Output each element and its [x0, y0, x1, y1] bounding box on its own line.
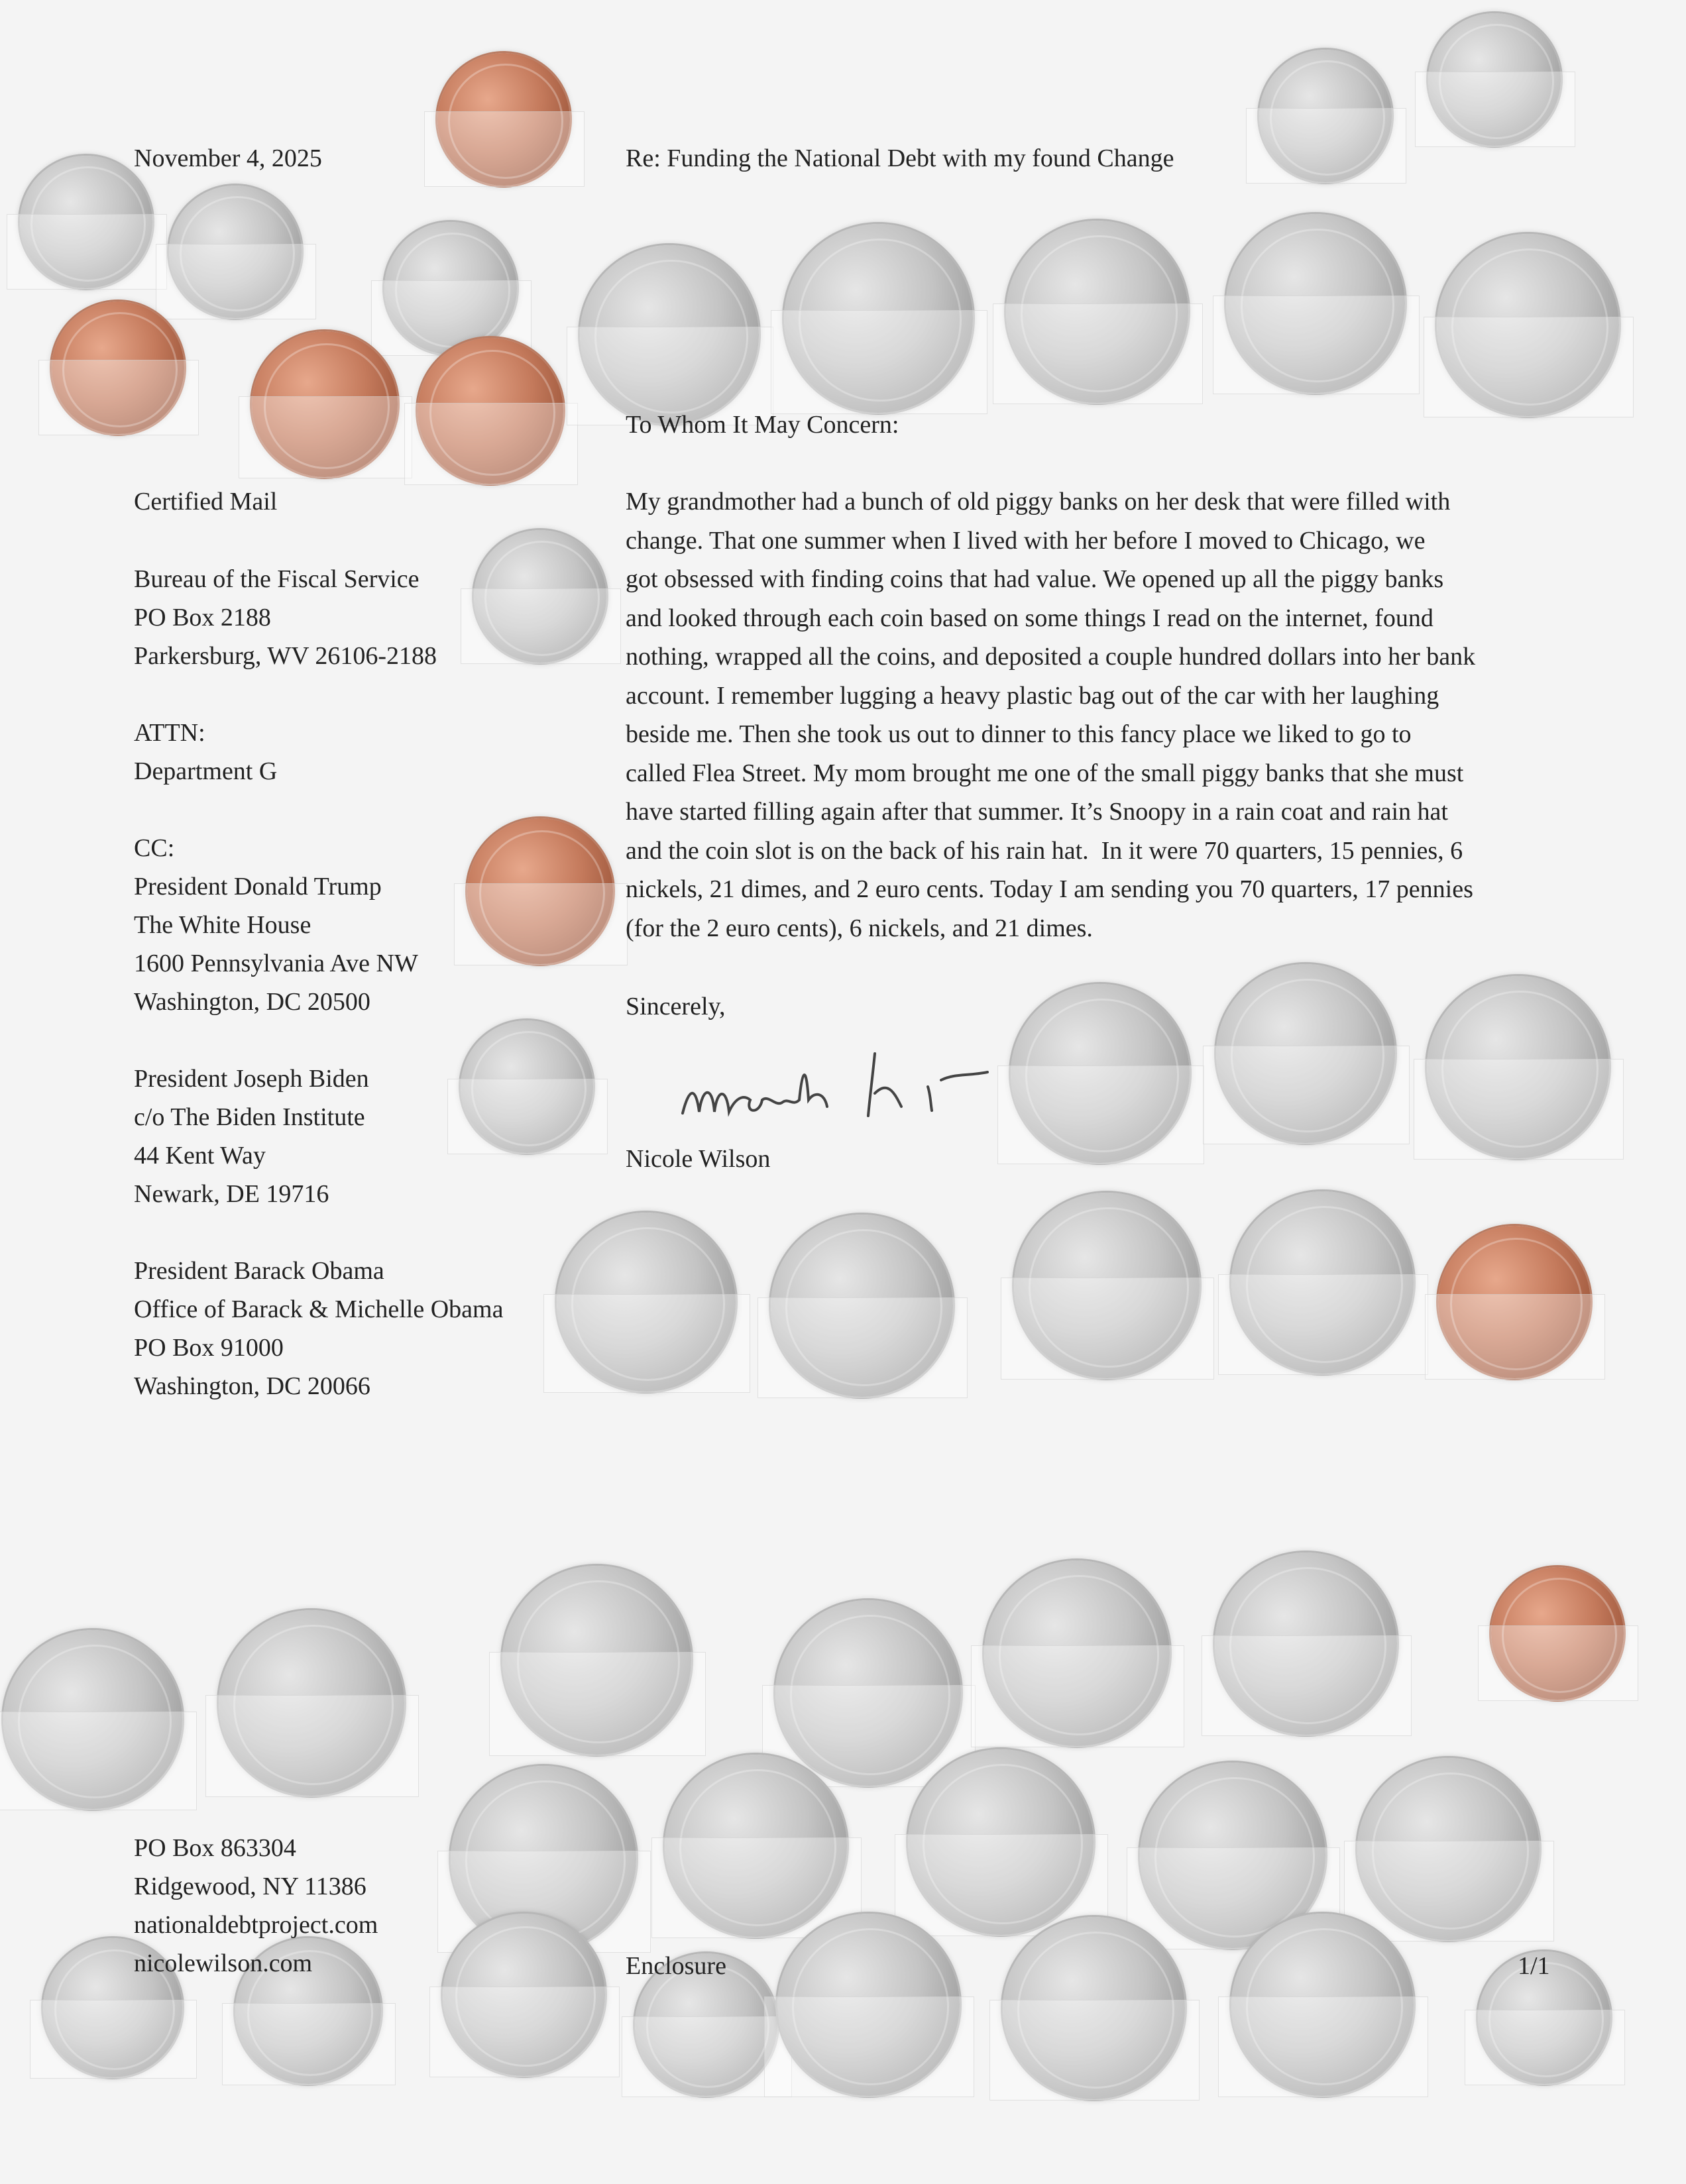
tape-strip [7, 214, 167, 290]
tape-strip [971, 1645, 1184, 1747]
tape-strip [30, 2000, 197, 2079]
tape-strip [0, 1712, 197, 1810]
tape-strip [222, 2003, 396, 2085]
cc-line: 44 Kent Way [134, 1142, 266, 1170]
body-line: and looked through each coin based on some things I read on the internet, found [626, 604, 1433, 632]
page-number: 1/1 [1518, 1952, 1550, 1980]
cc-line: Washington, DC 20066 [134, 1372, 370, 1400]
tape-strip [205, 1695, 419, 1797]
tape-strip [424, 111, 585, 187]
tape-strip [404, 403, 578, 485]
tape-strip [156, 244, 316, 319]
cc-label: CC: [134, 834, 175, 862]
body-line: called Flea Street. My mom brought me one of the small piggy banks that she must [626, 759, 1464, 787]
salutation: To Whom It May Concern: [626, 411, 899, 439]
body-line: and the coin slot is on the back of his rain hat. In it were 70 quarters, 15 pennies, 6 [626, 836, 1463, 865]
sender-line: PO Box 863304 [134, 1834, 296, 1862]
recipient-line: Parkersburg, WV 26106-2188 [134, 642, 437, 670]
cc-line: President Joseph Biden [134, 1065, 369, 1093]
body-line: account. I remember lugging a heavy plastic bag out of the car with her laughing [626, 681, 1439, 710]
cc-line: President Barack Obama [134, 1257, 384, 1285]
handwritten-signature [676, 1034, 994, 1140]
tape-strip [239, 396, 412, 478]
tape-strip [1425, 1294, 1605, 1380]
attn-label: ATTN: [134, 719, 205, 747]
body-line: have started filling again after that summer. It’s Snoopy in a rain coat and rain hat [626, 798, 1448, 826]
cc-line: c/o The Biden Institute [134, 1103, 365, 1131]
signature-name: Nicole Wilson [626, 1145, 771, 1173]
tape-strip [1001, 1278, 1214, 1380]
cc-line: Office of Barack & Michelle Obama [134, 1295, 504, 1323]
tape-strip [1415, 72, 1575, 147]
tape-strip [1203, 1046, 1410, 1144]
recipient-line: PO Box 2188 [134, 604, 271, 631]
tape-strip [1246, 108, 1406, 184]
body-line: change. That one summer when I lived with her before I moved to Chicago, we [626, 526, 1426, 555]
body-line: nothing, wrapped all the coins, and deposited a couple hundred dollars into her bank [626, 643, 1476, 671]
cc-line: Washington, DC 20500 [134, 988, 370, 1016]
body-line: nickels, 21 dimes, and 2 euro cents. Today I am sending you 70 quarters, 17 pennies [626, 875, 1473, 903]
body-line: My grandmother had a bunch of old piggy banks on her desk that were filled with [626, 488, 1451, 516]
tape-strip [771, 310, 987, 414]
tape-strip [429, 1987, 620, 2077]
tape-strip [489, 1652, 706, 1756]
tape-strip [989, 2000, 1200, 2101]
letter-subject: Re: Funding the National Debt with my found Change [626, 144, 1174, 172]
cc-line: PO Box 91000 [134, 1334, 284, 1362]
tape-strip [461, 588, 621, 664]
letter-date: November 4, 2025 [134, 144, 322, 172]
cc-line: Newark, DE 19716 [134, 1180, 329, 1208]
tape-strip [993, 303, 1203, 404]
tape-strip [1202, 1635, 1412, 1736]
tape-strip [543, 1294, 750, 1393]
tape-strip [38, 360, 199, 435]
tape-strip [1478, 1625, 1638, 1701]
cc-line: President Donald Trump [134, 873, 382, 901]
recipient-line: Bureau of the Fiscal Service [134, 565, 420, 593]
sender-line: Ridgewood, NY 11386 [134, 1873, 366, 1900]
tape-strip [997, 1065, 1204, 1164]
tape-strip [1344, 1841, 1554, 1941]
cc-line: The White House [134, 911, 311, 939]
mail-type: Certified Mail [134, 488, 278, 516]
tape-strip [1465, 2010, 1625, 2085]
sender-line: nationaldebtproject.com [134, 1911, 378, 1939]
tape-strip [454, 883, 628, 965]
sender-line: nicolewilson.com [134, 1949, 313, 1977]
closing: Sincerely, [626, 993, 726, 1020]
tape-strip [1218, 1996, 1428, 2097]
tape-strip [764, 1996, 974, 2097]
enclosure-label: Enclosure [626, 1952, 726, 1980]
body-line: got obsessed with finding coins that had value. We opened up all the piggy banks [626, 565, 1444, 593]
tape-strip [1424, 317, 1634, 417]
body-line: beside me. Then she took us out to dinner to this fancy place we liked to go to [626, 720, 1412, 748]
body-line: (for the 2 euro cents), 6 nickels, and 21 dimes. [626, 914, 1093, 942]
letter-body [626, 482, 1567, 948]
tape-strip [758, 1297, 968, 1398]
cc-line: 1600 Pennsylvania Ave NW [134, 950, 418, 977]
tape-strip [1218, 1274, 1428, 1375]
attn-department: Department G [134, 757, 278, 785]
tape-strip [1414, 1059, 1624, 1160]
tape-strip [1213, 296, 1420, 394]
tape-strip [447, 1079, 608, 1154]
